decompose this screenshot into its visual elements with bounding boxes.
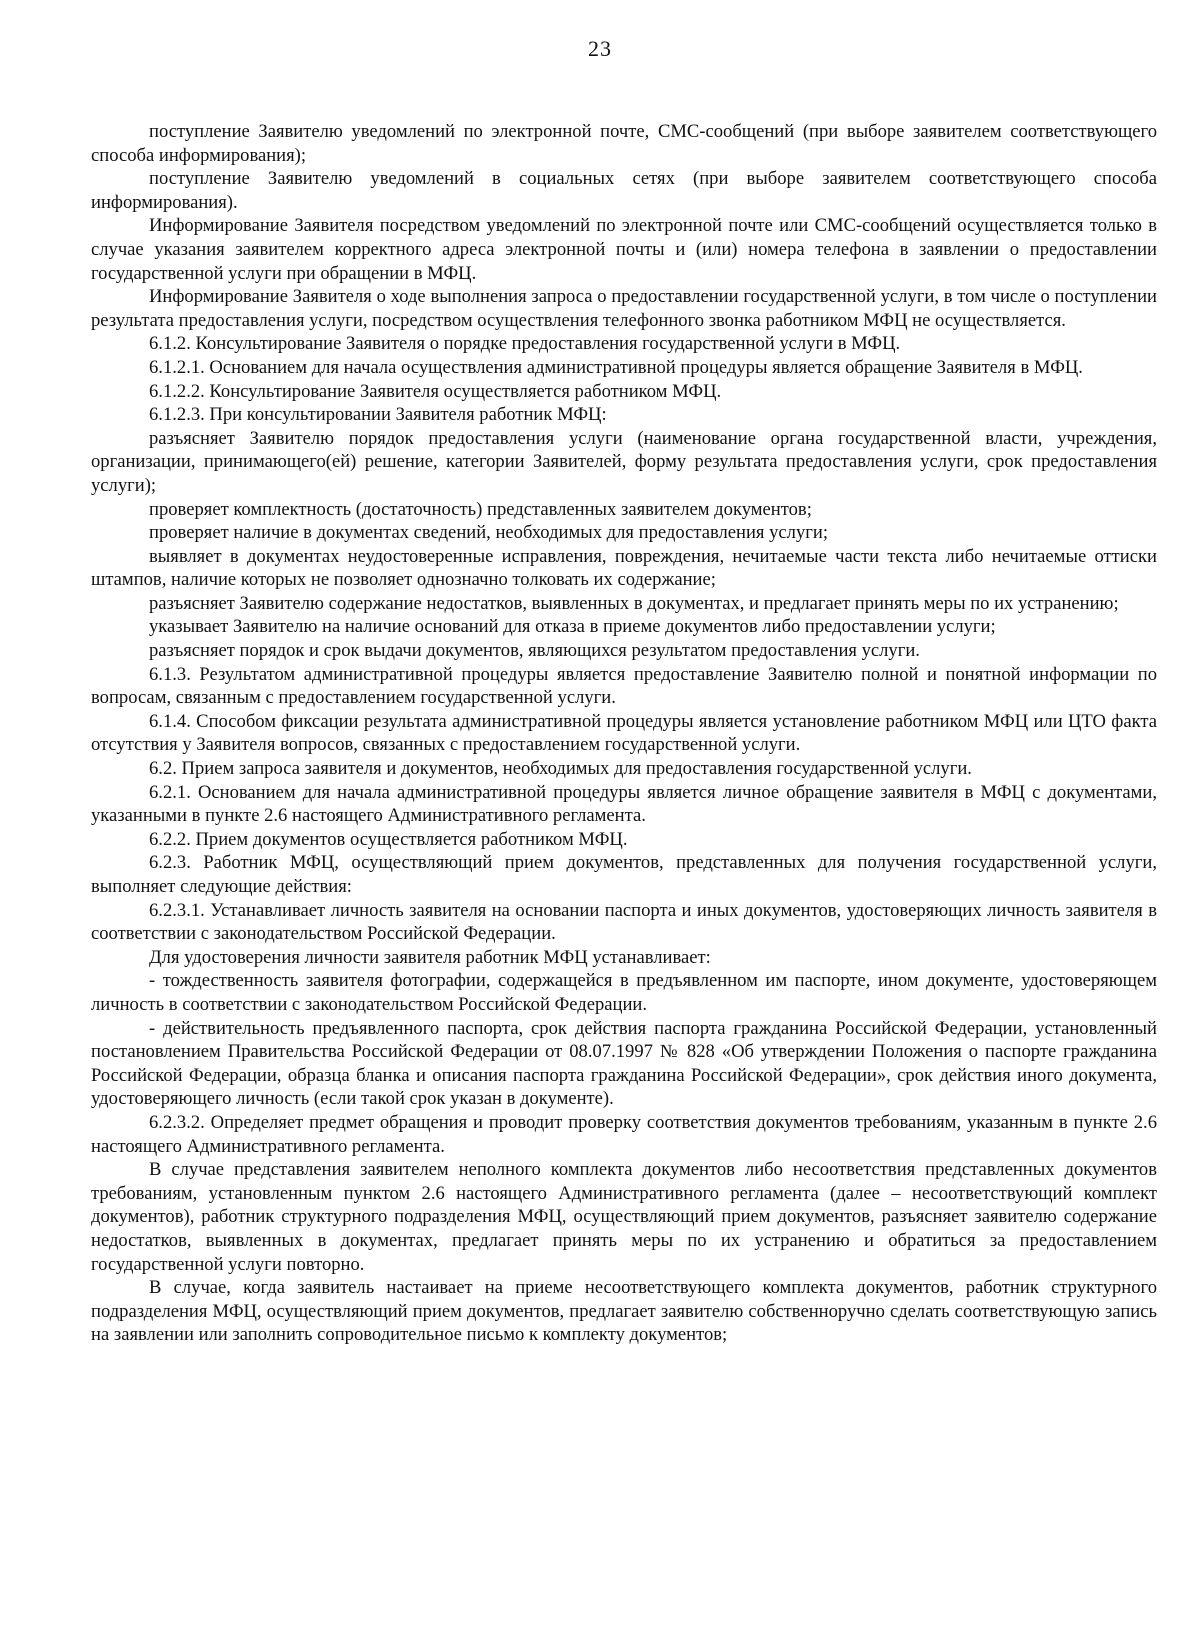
paragraph: указывает Заявителю на наличие оснований для отказа в приеме документов либо предоставлении услуги; [149,616,996,638]
paragraph: 6.2.3.2. Определяет предмет обращения и проводит проверку соответствия документов требованиям, указанным в пункте 2.6 настоящего Административного регламента. [91,1111,1157,1157]
paragraph: 6.2.1. Основанием для начала административной процедуры является личное обращение заявителя в МФЦ с документами, указанными в пункте 2.6 настоящего Административного регламента. [91,781,1157,827]
paragraph: поступление Заявителю уведомлений в социальных сетях (при выборе заявителем соответствующего способа информирования). [91,168,1157,213]
paragraph: разъясняет Заявителю порядок предоставления услуги (наименование органа государственной власти, учреждения, организации, принимающего(ей) решение, категории Заявителей, форму результата предоставления услуги, срок предоставления услуги); [91,427,1157,496]
paragraph: 6.1.3. Результатом административной процедуры является предоставление Заявителю полной и понятной информации по вопросам, связанным с предоставлением государственной услуги. [91,663,1157,709]
paragraph: В случае, когда заявитель настаивает на приеме несоответствующего комплекта документов, работник структурного подразделения МФЦ, осуществляющий прием документов, предлагает заявителю собственноручно сделать соответствующую запись на заявлении или заполнить сопроводительное письмо к комплекту документов; [91,1277,1157,1346]
paragraph: проверяет наличие в документах сведений, необходимых для предоставления услуги; [149,522,828,544]
paragraph: 6.1.2.3. При консультировании Заявителя работник МФЦ: [149,404,607,426]
paragraph: - действительность предъявленного паспорта, срок действия паспорта гражданина Российской Федерации, установленный постановлением Правительства Российской Федерации от 08.07.1997 № 828 «Об утверждении Положения о паспорте гражданина Российской Федерации, образца бланка и описания паспорта гражданина Российской Федерации», срок действия иного документа, удостоверяющего личность (если такой срок указан в документе). [91,1017,1157,1110]
paragraph: 6.2.2. Прием документов осуществляется работником МФЦ. [149,828,628,850]
paragraph: Информирование Заявителя о ходе выполнения запроса о предоставлении государственной услуги, в том числе о поступлении результата предоставления услуги, посредством осуществления телефонного звонка работником МФЦ не осуществляется. [91,286,1157,331]
paragraph: разъясняет Заявителю содержание недостатков, выявленных в документах, и предлагает принять меры по их устранению; [149,592,1119,614]
paragraph: выявляет в документах неудостоверенные исправления, повреждения, нечитаемые части текста либо нечитаемые оттиски штампов, наличие которых не позволяет однозначно толковать их содержание; [91,545,1157,591]
paragraph: 6.2.3. Работник МФЦ, осуществляющий прием документов, представленных для получения государственной услуги, выполняет следующие действия: [91,852,1157,897]
paragraph: разъясняет порядок и срок выдачи документов, являющихся результатом предоставления услуги. [149,640,920,662]
paragraph: 6.1.2.1. Основанием для начала осуществления административной процедуры является обращение Заявителя в МФЦ. [149,356,1083,378]
paragraph: В случае представления заявителем неполного комплекта документов либо несоответствия представленных документов требованиям, установленным пунктом 2.6 настоящего Административного регламента (далее – несоответствующий комплект документов), работник структурного подразделения МФЦ, осуществляющий прием документов, разъясняет заявителю содержание недостатков, выявленных в документах, предлагает принять меры по их устранению и обратиться за предоставлением государственной услуги повторно. [91,1159,1157,1275]
paragraph: Информирование Заявителя посредством уведомлений по электронной почте или СМС-сообщений осуществляется только в случае указания заявителем корректного адреса электронной почты и (или) номера телефона в заявлении о предоставлении государственной услуги при обращении в МФЦ. [91,215,1157,284]
paragraph: проверяет комплектность (достаточность) представленных заявителем документов; [149,498,812,520]
page-number: 23 [588,36,612,61]
paragraph: 6.1.4. Способом фиксации результата административной процедуры является установление работником МФЦ или ЦТО факта отсутствия у Заявителя вопросов, связанных с предоставлением государственной услуги. [91,710,1157,756]
paragraph: 6.2.3.1. Устанавливает личность заявителя на основании паспорта и иных документов, удостоверяющих личность заявителя в соответствии с законодательством Российской Федерации. [91,899,1157,945]
document-body [91,120,1157,1347]
paragraph: 6.1.2.2. Консультирование Заявителя осуществляется работником МФЦ. [149,380,722,402]
paragraph: поступление Заявителю уведомлений по электронной почте, СМС-сообщений (при выборе заявителем соответствующего способа информирования); [91,121,1157,166]
paragraph: - тождественность заявителя фотографии, содержащейся в предъявленном им паспорте, ином документе, удостоверяющем личность в соответствии с законодательством Российской Федерации. [91,970,1157,1015]
paragraph: Для удостоверения личности заявителя работник МФЦ устанавливает: [149,946,711,968]
paragraph: 6.1.2. Консультирование Заявителя о порядке предоставления государственной услуги в МФЦ. [149,333,901,355]
paragraph: 6.2. Прием запроса заявителя и документов, необходимых для предоставления государственной услуги. [149,758,972,780]
